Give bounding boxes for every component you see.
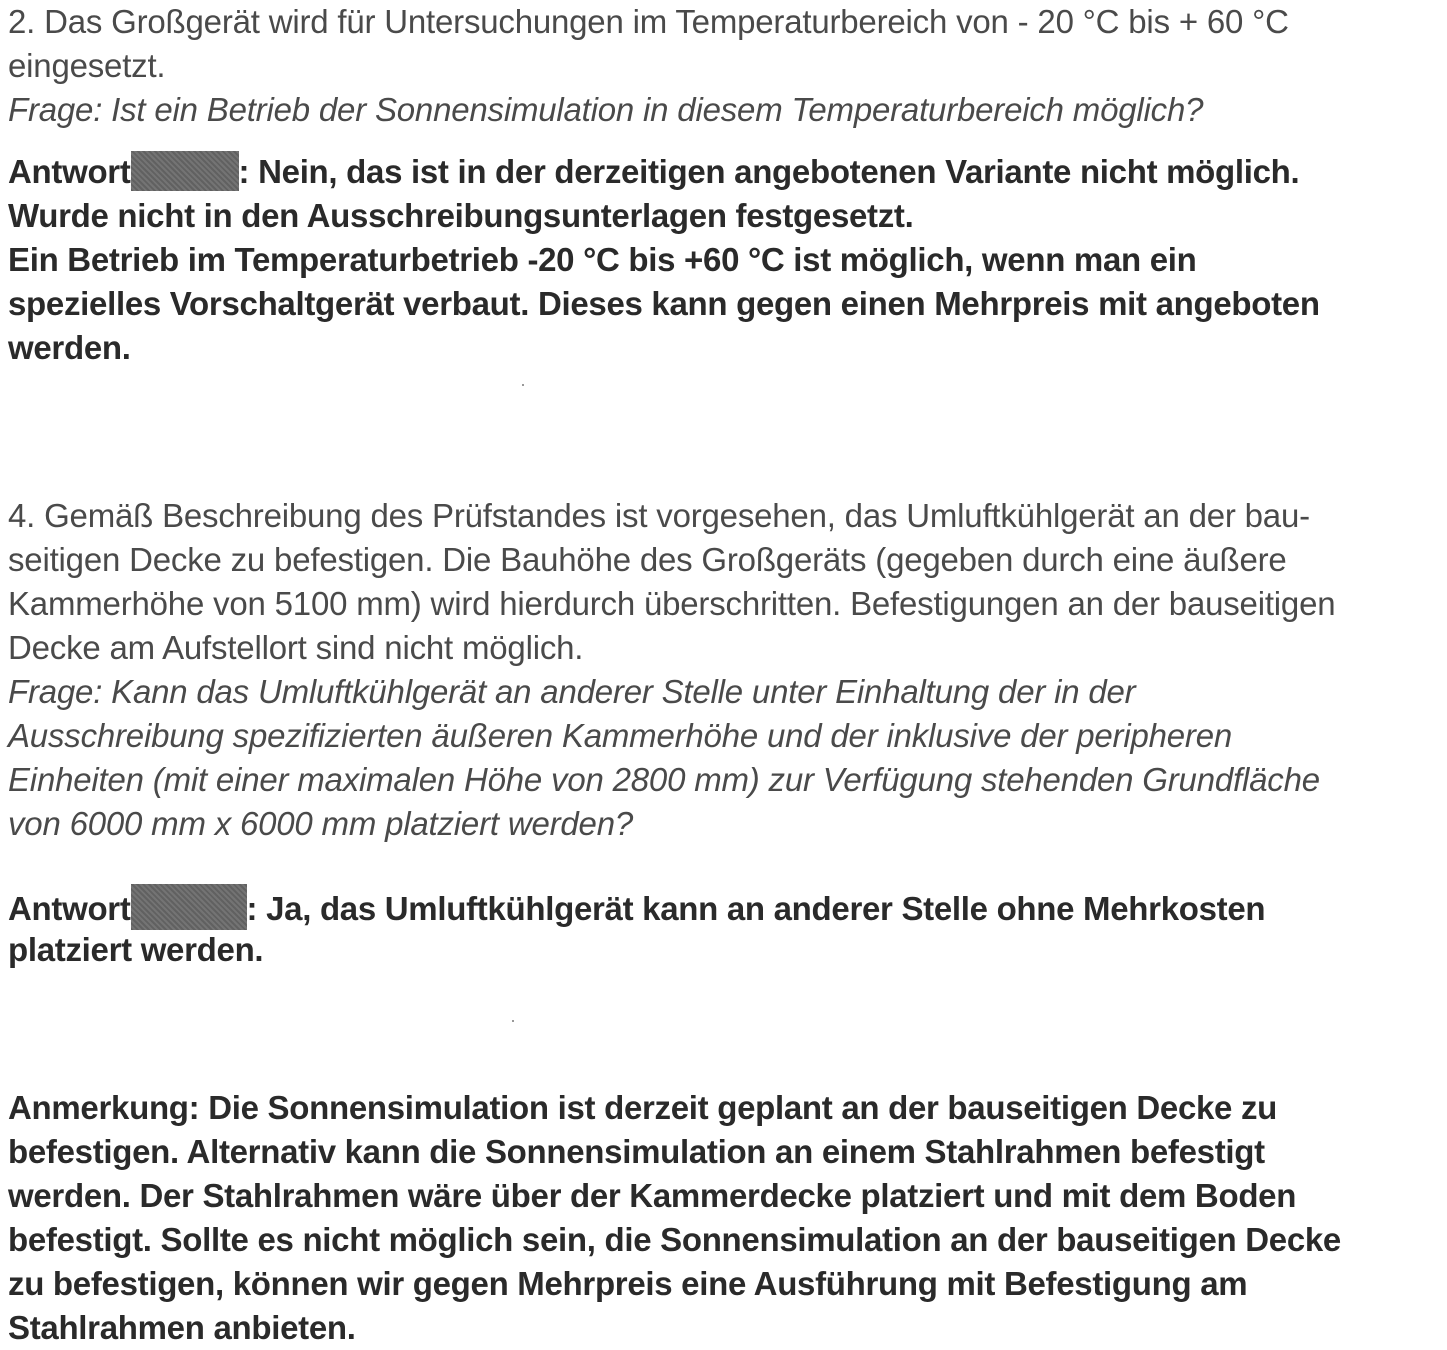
scan-speck <box>522 384 524 386</box>
anmerkung-line-4: befestigt. Sollte es nicht möglich sein, die Sonnensimulation an der bauseitigen Decke <box>8 1221 1341 1258</box>
item2-answer-line-5: werden. <box>8 329 131 366</box>
item4-question-line-4: Decke am Aufstellort sind nicht möglich. <box>8 629 584 666</box>
item4-frage-line-4: von 6000 mm x 6000 mm platziert werden? <box>8 805 634 842</box>
item2-question-line-1: 2. Das Großgerät wird für Untersuchungen im Temperaturbereich von - 20 °C bis + 60 °C <box>8 3 1289 40</box>
anmerkung-line-1: Anmerkung: Die Sonnensimulation ist derzeit geplant an der bauseitigen Decke zu <box>8 1089 1278 1126</box>
item4-answer-line-1 <box>8 884 1265 931</box>
item2-answer-text: : Nein, das ist in der derzeitigen angebotenen Variante nicht möglich. <box>238 153 1300 190</box>
anmerkung-line-5: zu befestigen, können wir gegen Mehrpreis eine Ausführung mit Befestigung am <box>8 1265 1248 1302</box>
item2-answer-line-1 <box>8 150 1299 194</box>
item2-answer-line-4: spezielles Vorschaltgerät verbaut. Dieses kann gegen einen Mehrpreis mit angeboten <box>8 285 1320 322</box>
item4-frage-line-2: Ausschreibung spezifizierten äußeren Kammerhöhe und der inklusive der peripheren <box>8 717 1233 754</box>
redaction-block <box>131 151 239 191</box>
item4-answer-text: : Ja, das Umluftkühlgerät kann an anderer Stelle ohne Mehrkosten <box>246 890 1266 927</box>
item2-answer-line-3: Ein Betrieb im Temperaturbetrieb -20 °C bis +60 °C ist möglich, wenn man ein <box>8 241 1197 278</box>
anmerkung-line-2: befestigen. Alternativ kann die Sonnensimulation an einem Stahlrahmen befestigt <box>8 1133 1265 1170</box>
anmerkung-line-6: Stahlrahmen anbieten. <box>8 1309 356 1346</box>
item4-frage-line-3: Einheiten (mit einer maximalen Höhe von 2800 mm) zur Verfügung stehenden Grundfläche <box>8 761 1320 798</box>
item2-question-line-2: eingesetzt. <box>8 47 166 84</box>
scan-speck <box>512 1020 514 1022</box>
anmerkung-line-3: werden. Der Stahlrahmen wäre über der Kammerdecke platziert und mit dem Boden <box>8 1177 1297 1214</box>
item4-answer-line-2: platziert werden. <box>8 931 264 968</box>
item2-answer-prefix: Antwort <box>8 153 131 190</box>
item2-frage: Frage: Ist ein Betrieb der Sonnensimulation in diesem Temperaturbereich möglich? <box>8 91 1204 128</box>
item2-answer-line-2: Wurde nicht in den Ausschreibungsunterlagen festgesetzt. <box>8 197 914 234</box>
item4-question-line-3: Kammerhöhe von 5100 mm) wird hierdurch überschritten. Befestigungen an der bauseitigen <box>8 585 1336 622</box>
item4-answer-prefix: Antwort <box>8 890 131 927</box>
item4-question-line-2: seitigen Decke zu befestigen. Die Bauhöhe des Großgeräts (gegeben durch eine äußere <box>8 541 1287 578</box>
item4-question-line-1: 4. Gemäß Beschreibung des Prüfstandes ist vorgesehen, das Umluftkühlgerät an der bau- <box>8 497 1310 534</box>
item4-frage-line-1: Frage: Kann das Umluftkühlgerät an anderer Stelle unter Einhaltung der in der <box>8 673 1136 710</box>
redaction-block <box>131 884 247 930</box>
